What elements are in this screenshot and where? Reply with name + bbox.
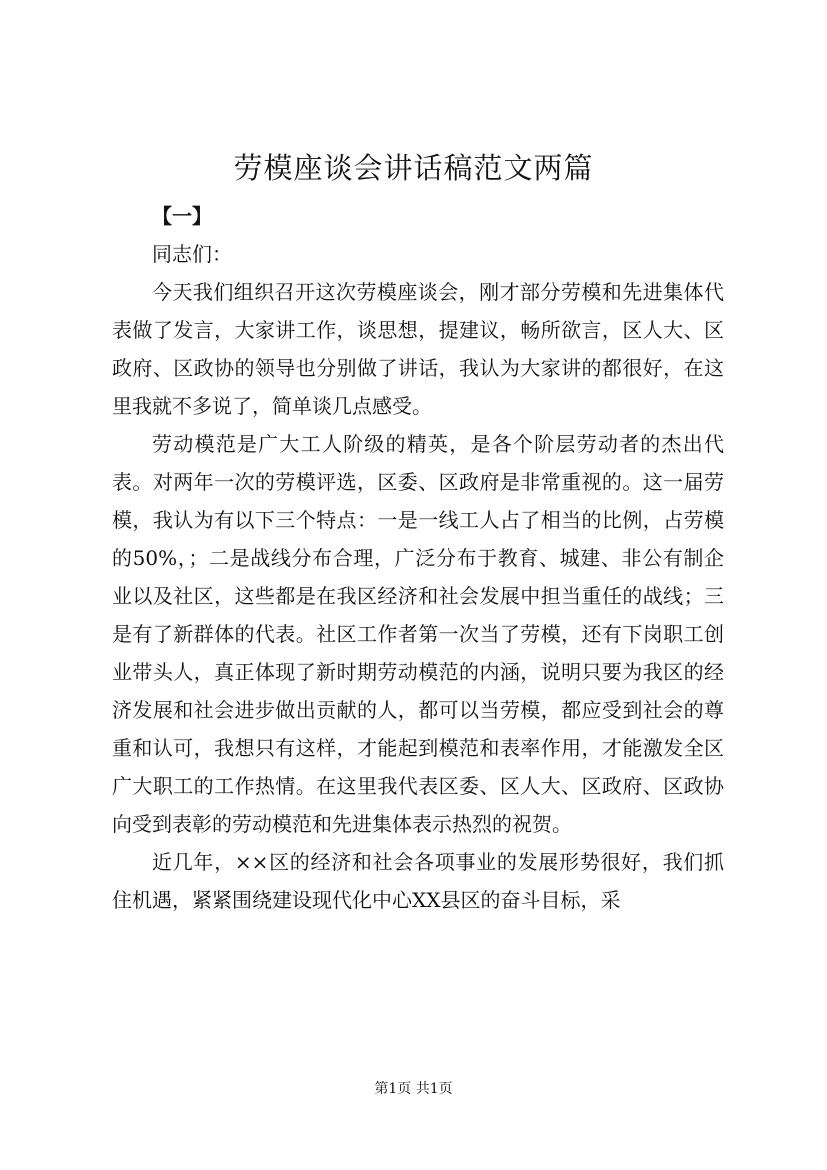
section-label: 【一】 [152, 204, 212, 228]
document-body [112, 197, 724, 919]
document-title: 劳模座谈会讲话稿范文两篇 [233, 151, 594, 185]
salutation: 同志们： [152, 242, 232, 266]
paragraph-3: 近几年，××区的经济和社会各项事业的发展形势很好，我们抓住机遇，紧紧围绕建设现代化中心XX县区的奋斗目标，采 [112, 850, 724, 912]
paragraph-2: 劳动模范是广大工人阶级的精英，是各个阶层劳动者的杰出代表。对两年一次的劳模评选，区委、区政府是非常重视的。这一届劳模，我认为有以下三个特点：一是一线工人占了相当的比例，占劳模的50%，；二是战线分布合理，广泛分布于教育、城建、非公有制企业以及社区，这些都是在我区经济和社会发展中担当重任的战线；三是有了新群体的代表。社区工作者第一次当了劳模，还有下岗职工创业带头人，真正体现了新时期劳动模范的内涵，说明只要为我区的经济发展和社会进步做出贡献的人，都可以当劳模，都应受到社会的尊重和认可，我想只有这样，才能起到模范和表率作用，才能激发全区广大职工的工作热情。在这里我代表区委、区人大、区政府、区政协向受到表彰的劳动模范和先进集体表示热烈的祝贺。 [112, 432, 724, 836]
page-footer: 第1页 共1页 [374, 1081, 453, 1097]
paragraph-1: 今天我们组织召开这次劳模座谈会，刚才部分劳模和先进集体代表做了发言，大家讲工作，谈思想，提建议，畅所欲言，区人大、区政府、区政协的领导也分别做了讲话，我认为大家讲的都很好，在这里我就不多说了，简单谈几点感受。 [112, 280, 724, 418]
